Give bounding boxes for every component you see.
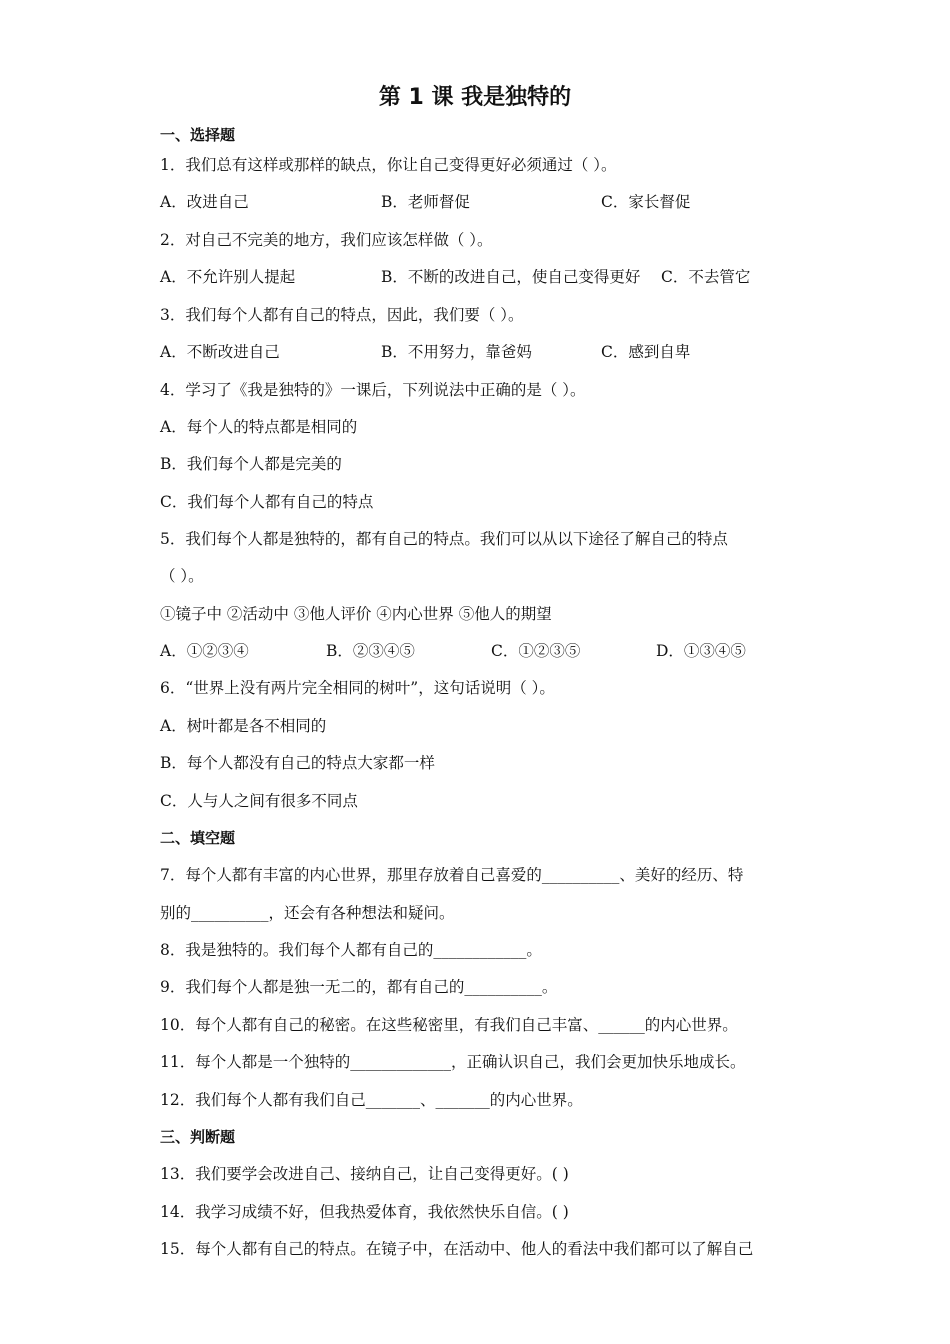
q3-option-c: C．感到自卑 bbox=[601, 343, 691, 361]
q5-option-a: A．①②③④ bbox=[160, 642, 249, 660]
question-6: 6．“世界上没有两片完全相同的树叶”，这句话说明（ ）。 bbox=[160, 679, 555, 697]
question-7: 7．每个人都有丰富的内心世界，那里存放着自己喜爱的__________、美好的经历、特 bbox=[160, 866, 744, 884]
question-14: 14．我学习成绩不好，但我热爱体育，我依然快乐自信。( ) bbox=[160, 1203, 569, 1221]
q1-option-c: C．家长督促 bbox=[601, 193, 691, 211]
q5-option-b: B．②③④⑤ bbox=[326, 642, 415, 660]
q5-items: ①镜子中 ②活动中 ③他人评价 ④内心世界 ⑤他人的期望 bbox=[160, 605, 552, 623]
q4-option-a: A．每个人的特点都是相同的 bbox=[160, 418, 358, 436]
q4-option-c: C．我们每个人都有自己的特点 bbox=[160, 493, 374, 511]
q6-option-c: C．人与人之间有很多不同点 bbox=[160, 792, 358, 810]
question-4: 4．学习了《我是独特的》一课后，下列说法中正确的是（ ）。 bbox=[160, 381, 586, 399]
q3-option-b: B．不用努力，靠爸妈 bbox=[381, 343, 532, 361]
question-9: 9．我们每个人都是独一无二的，都有自己的__________。 bbox=[160, 978, 558, 996]
question-13: 13．我们要学会改进自己、接纳自己，让自己变得更好。( ) bbox=[160, 1165, 569, 1183]
question-7-continued: 别的__________，还会有各种想法和疑问。 bbox=[160, 904, 455, 922]
question-5-continued: （ ）。 bbox=[160, 567, 204, 585]
q1-option-a: A．改进自己 bbox=[160, 193, 249, 211]
question-3: 3．我们每个人都有自己的特点，因此，我们要（ ）。 bbox=[160, 306, 524, 324]
section-heading-judge: 三、判断题 bbox=[160, 1128, 236, 1146]
q1-option-b: B．老师督促 bbox=[381, 193, 470, 211]
question-10: 10．每个人都有自己的秘密。在这些秘密里，有我们自己丰富、______的内心世界。 bbox=[160, 1016, 738, 1034]
q2-option-c: C．不去管它 bbox=[661, 268, 751, 286]
page-title: 第 1 课 我是独特的 bbox=[378, 85, 572, 110]
q5-option-c: C．①②③⑤ bbox=[491, 642, 581, 660]
question-15: 15．每个人都有自己的特点。在镜子中，在活动中、他人的看法中我们都可以了解自己 bbox=[160, 1240, 754, 1258]
q6-option-b: B．每个人都没有自己的特点大家都一样 bbox=[160, 754, 435, 772]
q2-option-b: B．不断的改进自己，使自己变得更好 bbox=[381, 268, 641, 286]
section-heading-fill: 二、填空题 bbox=[160, 829, 236, 847]
question-2: 2．对自己不完美的地方，我们应该怎样做（ ）。 bbox=[160, 231, 493, 249]
q6-option-a: A．树叶都是各不相同的 bbox=[160, 717, 327, 735]
question-5: 5．我们每个人都是独特的，都有自己的特点。我们可以从以下途径了解自己的特点 bbox=[160, 530, 728, 548]
q4-option-b: B．我们每个人都是完美的 bbox=[160, 455, 342, 473]
section-heading-choice: 一、选择题 bbox=[160, 126, 236, 144]
q2-option-a: A．不允许别人提起 bbox=[160, 268, 296, 286]
question-12: 12．我们每个人都有我们自己_______、_______的内心世界。 bbox=[160, 1091, 583, 1109]
q5-option-d: D．①③④⑤ bbox=[656, 642, 746, 660]
q3-option-a: A．不断改进自己 bbox=[160, 343, 280, 361]
question-8: 8．我是独特的。我们每个人都有自己的____________。 bbox=[160, 941, 542, 959]
question-1: 1．我们总有这样或那样的缺点，你让自己变得更好必须通过（ ）。 bbox=[160, 156, 617, 174]
question-11: 11．每个人都是一个独特的_____________，正确认识自己，我们会更加快乐地成长。 bbox=[160, 1053, 746, 1071]
